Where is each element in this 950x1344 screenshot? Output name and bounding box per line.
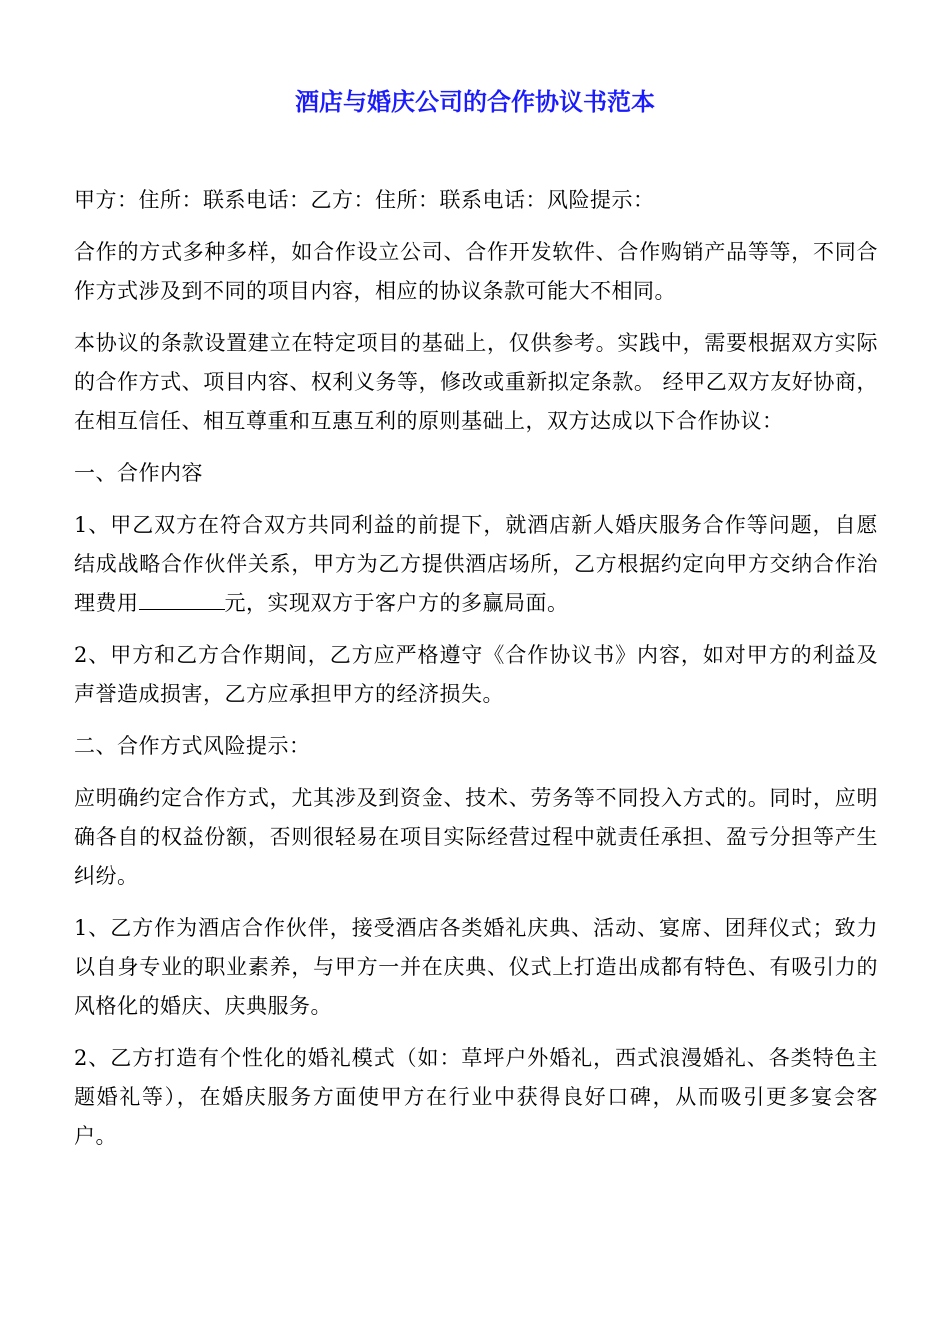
clause-1-text-a: 1、甲乙双方在符合双方共同利益的前提下，就酒店新人婚庆服务合作等问题，自愿结成战略合作伙伴关系，甲方为乙方提供酒店场所，乙方根据约定向甲方交纳合作治理费用	[74, 513, 878, 615]
parties-line: 甲方：住所：联系电话：乙方：住所：联系电话：风险提示：	[74, 188, 655, 212]
fee-blank-line	[139, 589, 225, 610]
section-heading-cooperation-risk: 二、合作方式风险提示：	[74, 734, 311, 758]
clause-1-text-b: 元，实现双方于客户方的多赢局面。	[224, 591, 569, 615]
clause-1-paragraph	[74, 506, 878, 623]
section2-clause-1-paragraph: 1、乙方作为酒店合作伙伴，接受酒店各类婚礼庆典、活动、宴席、团拜仪式；致力以自身专业的职业素养，与甲方一并在庆典、仪式上打造出成都有特色、有吸引力的风格化的婚庆、庆典服务。	[74, 916, 878, 1018]
reference-paragraph: 本协议的条款设置建立在特定项目的基础上，仅供参考。实践中，需要根据双方实际的合作方式、项目内容、权利义务等，修改或重新拟定条款。 经甲乙双方友好协商，在相互信任、相互尊重和互惠互利的原则基础上，双方达成以下合作协议：	[74, 331, 878, 433]
risk-intro-paragraph: 合作的方式多种多样，如合作设立公司、合作开发软件、合作购销产品等等，不同合作方式涉及到不同的项目内容，相应的协议条款可能大不相同。	[74, 240, 878, 303]
risk-detail-paragraph: 应明确约定合作方式，尤其涉及到资金、技术、劳务等不同投入方式的。同时，应明确各自的权益份额，否则很轻易在项目实际经营过程中就责任承担、盈亏分担等产生纠纷。	[74, 786, 878, 888]
document-body	[74, 181, 878, 1169]
clause-2-paragraph: 2、甲方和乙方合作期间，乙方应严格遵守《合作协议书》内容，如对甲方的利益及声誉造成损害，乙方应承担甲方的经济损失。	[74, 643, 878, 706]
section-heading-cooperation-content: 一、合作内容	[74, 461, 203, 485]
section2-clause-2-paragraph: 2、乙方打造有个性化的婚礼模式（如：草坪户外婚礼，西式浪漫婚礼、各类特色主题婚礼等），在婚庆服务方面使甲方在行业中获得良好口碑，从而吸引更多宴会客户。	[74, 1046, 878, 1148]
document-title: 酒店与婚庆公司的合作协议书范本	[295, 88, 655, 116]
